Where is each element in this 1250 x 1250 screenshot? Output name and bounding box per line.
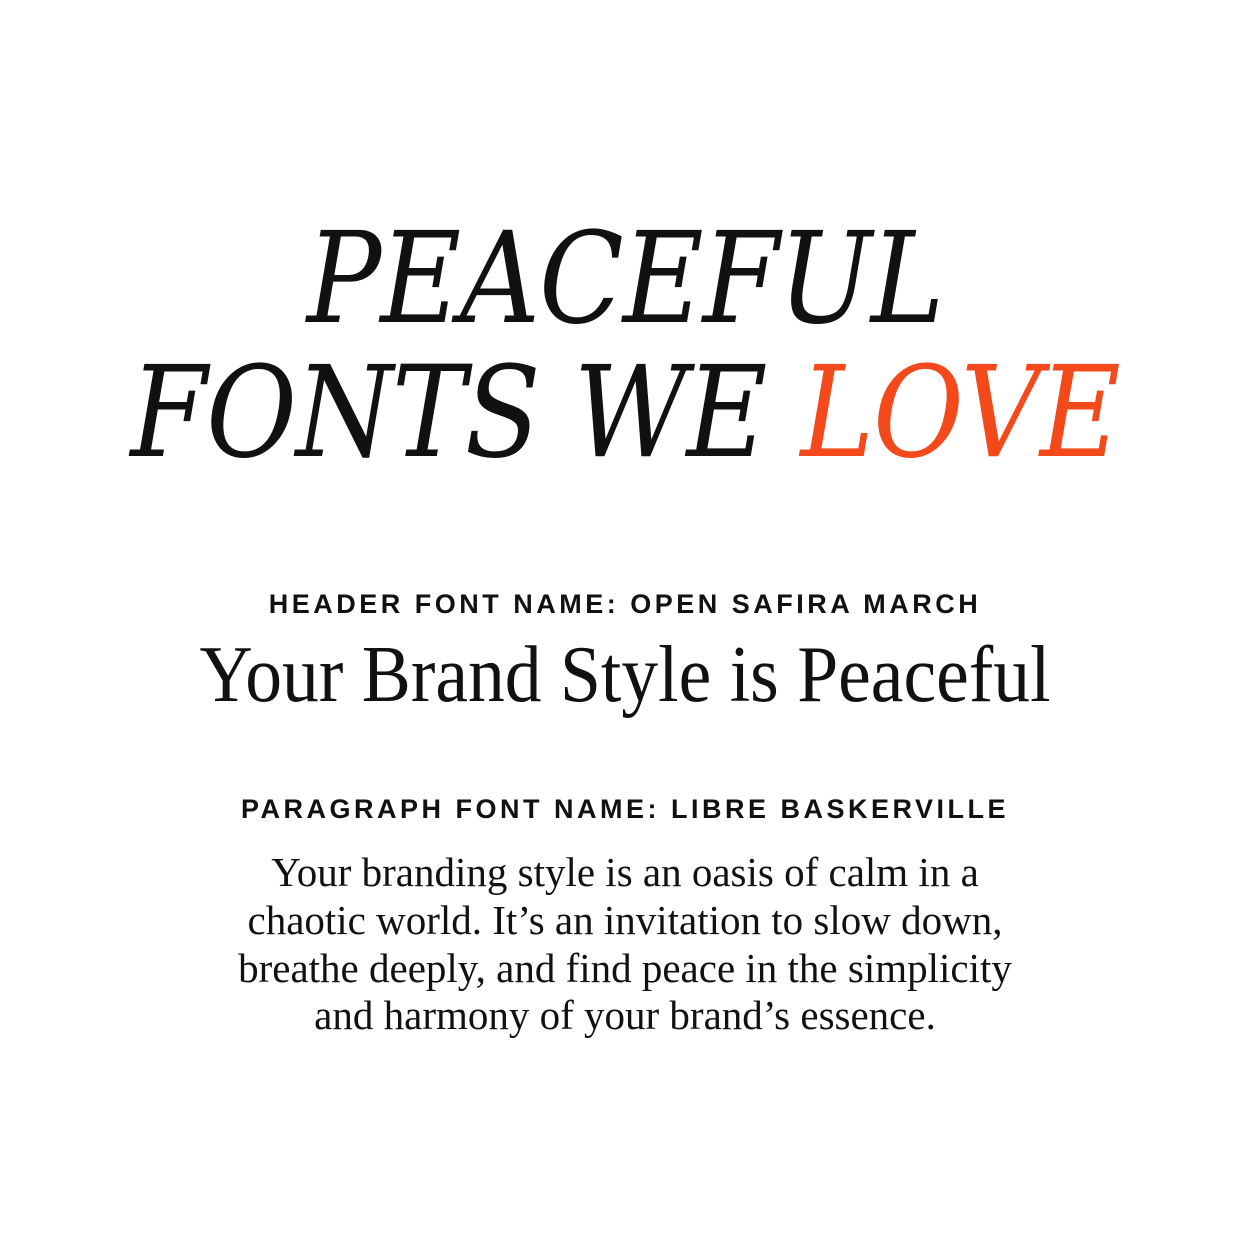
paragraph-sample-line: and harmony of your brand’s essence. [314, 992, 936, 1039]
paragraph-font-sample [0, 849, 1250, 1039]
poster-title [75, 205, 1175, 486]
paragraph-sample-line: chaotic world. It’s an invitation to slow down, [247, 897, 1003, 944]
paragraph-sample-line: Your branding style is an oasis of calm in a [271, 849, 979, 896]
poster-title-line1: PEACEFUL [306, 205, 944, 352]
poster-title-accent-word: LOVE [800, 338, 1120, 486]
header-font-label: HEADER FONT NAME: OPEN SAFIRA MARCH [268, 589, 982, 620]
poster-title-line2-text: FONTS WE [130, 338, 801, 486]
header-font-sample: Your Brand Style is Peaceful [199, 631, 1051, 720]
paragraph-sample-line: breathe deeply, and find peace in the simplicity [238, 944, 1012, 991]
poster-title-line2 [75, 338, 1175, 486]
paragraph-font-label: PARAGRAPH FONT NAME: LIBRE BASKERVILLE [240, 794, 1009, 825]
